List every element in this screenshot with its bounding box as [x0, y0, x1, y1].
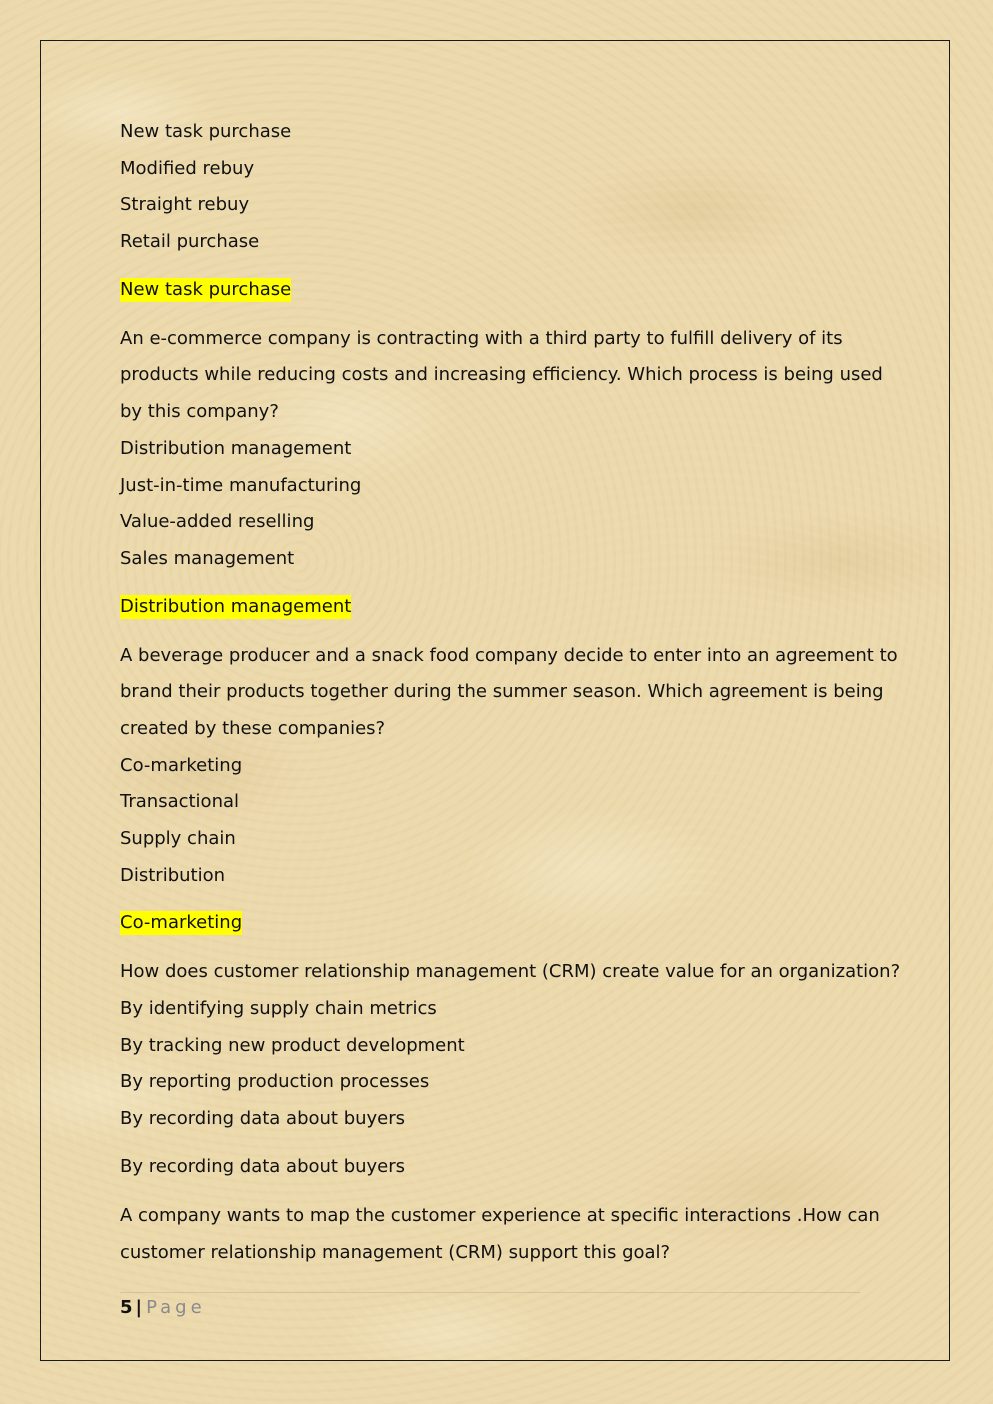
option-item: Just-in-time manufacturing [120, 474, 362, 496]
page-footer [120, 1292, 860, 1325]
option-item: Co-marketing [120, 754, 243, 776]
question-text-line: by this company? [120, 401, 279, 423]
answer-line [120, 1142, 880, 1192]
option-item: By identifying supply chain metrics [120, 998, 437, 1020]
highlighted-answer: New task purchase [120, 278, 292, 300]
question-text-line: customer relationship management (CRM) support this goal? [120, 1241, 671, 1263]
option-item: Distribution [120, 864, 226, 886]
page-label: Page [146, 1297, 206, 1318]
option-item: By reporting production processes [120, 1071, 430, 1093]
question-block [120, 118, 880, 315]
answer-line [120, 582, 880, 632]
option-item: By recording data about buyers [120, 1108, 406, 1130]
option-item: Straight rebuy [120, 194, 250, 216]
option-item: Value-added reselling [120, 511, 315, 533]
question-block [120, 958, 901, 1191]
answer-line [120, 265, 880, 315]
question-text-line: created by these companies? [120, 717, 386, 739]
highlighted-answer: Distribution management [120, 595, 352, 617]
question-text-line: An e-commerce company is contracting with a third party to fulfill delivery of its [120, 327, 843, 349]
footer-separator: | [135, 1297, 143, 1318]
question-text-line: A beverage producer and a snack food company decide to enter into an agreement to [120, 644, 898, 666]
option-item: Supply chain [120, 828, 236, 849]
document-body [120, 118, 901, 1275]
answer-line [120, 898, 880, 948]
question-text-line: products while reducing costs and increasing efficiency. Which process is being used [120, 364, 883, 386]
highlighted-answer: Co-marketing [120, 912, 243, 934]
option-item: Retail purchase [120, 231, 260, 253]
option-item: Modified rebuy [120, 157, 255, 179]
question-block [120, 325, 883, 632]
question-block [120, 1202, 880, 1275]
answer-text: By recording data about buyers [120, 1155, 406, 1177]
question-block [120, 642, 898, 949]
page-number: 5 [120, 1297, 133, 1318]
question-text-line: How does customer relationship management (CRM) create value for an organization? [120, 961, 901, 983]
question-text-line: A company wants to map the customer experience at specific interactions .How can [120, 1204, 880, 1226]
option-item: New task purchase [120, 121, 292, 142]
option-item: By tracking new product development [120, 1034, 465, 1056]
option-item: Distribution management [120, 437, 352, 459]
question-text-line: brand their products together during the summer season. Which agreement is being [120, 681, 884, 703]
option-item: Transactional [120, 791, 240, 813]
option-item: Sales management [120, 547, 295, 569]
